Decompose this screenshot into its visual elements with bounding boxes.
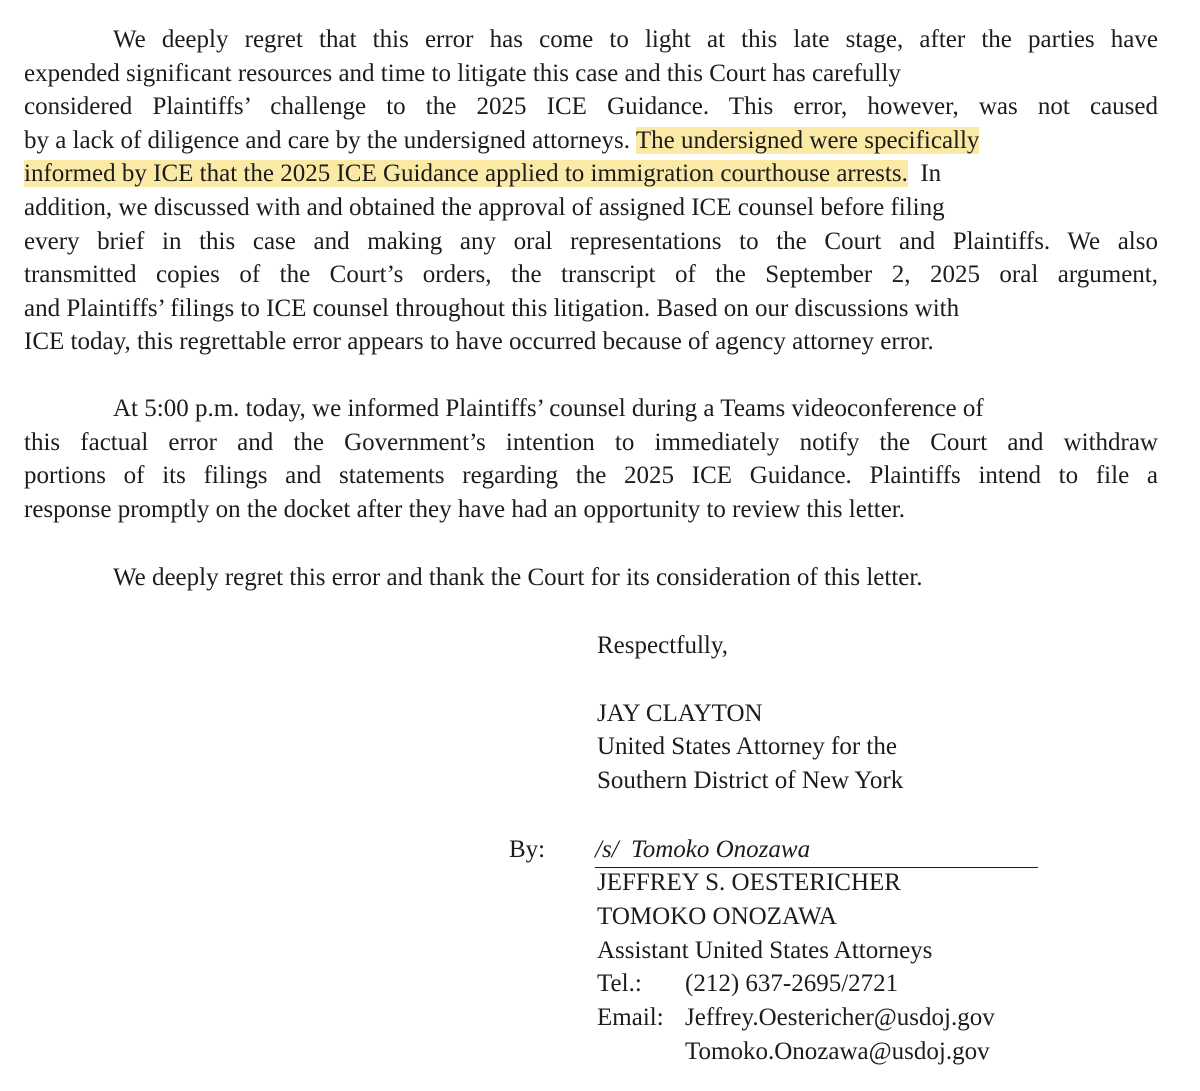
telephone-value: (212) 637-2695/2721	[685, 970, 899, 997]
paragraph-line: expended significant resources and time to litigate this case and this Court has carefully	[24, 59, 901, 87]
paragraph-text: In	[907, 160, 942, 188]
by-label: By:	[509, 836, 546, 863]
highlighted-text: informed by ICE that the 2025 ICE Guidance applied to immigration courthouse arrests.	[24, 160, 908, 188]
paragraph-line: We deeply regret that this error has come to light at this late stage, after the parties have	[113, 26, 1158, 53]
paragraph-text: by a lack of diligence and care by the undersigned attorneys.	[24, 126, 636, 154]
paragraph-closing	[24, 561, 1174, 595]
paragraph-line: considered Plaintiffs’ challenge to the 2025 ICE Guidance. This error, however, was not caused	[24, 93, 1158, 121]
paragraph-line: every brief in this case and making any oral representations to the Court and Plaintiffs. We also	[24, 227, 1158, 255]
attorneys-title: Assistant United States Attorneys	[597, 937, 933, 964]
us-attorney-title: United States Attorney for the	[597, 733, 897, 760]
paragraph-line: portions of its filings and statements regarding the 2025 ICE Guidance. Plaintiffs intend to file a	[24, 462, 1158, 490]
email-line	[597, 1001, 1077, 1035]
email-address-onozawa[interactable]: Tomoko.Onozawa@usdoj.gov	[685, 1038, 990, 1065]
highlighted-text: The undersigned were specifically	[635, 126, 980, 154]
us-attorney-name: JAY CLAYTON	[597, 700, 763, 727]
paragraph-line: transmitted copies of the Court’s orders, the transcript of the September 2, 2025 oral argument,	[24, 261, 1158, 289]
signature-text: /s/ Tomoko Onozawa	[595, 836, 811, 863]
paragraph-error-explanation	[24, 23, 1174, 359]
paragraph-line: this factual error and the Government’s intention to immediately notify the Court and withdraw	[24, 428, 1158, 456]
paragraph-line	[24, 157, 1174, 191]
closing-salutation: Respectfully,	[597, 632, 728, 659]
paragraph-line: At 5:00 p.m. today, we informed Plaintiffs’ counsel during a Teams videoconference of	[113, 395, 984, 422]
paragraph-line: addition, we discussed with and obtained the approval of assigned ICE counsel before filing	[24, 193, 945, 221]
attorney-name-oestericher: JEFFREY S. OESTERICHER	[597, 869, 901, 896]
email-address-oestericher[interactable]: Jeffrey.Oestericher@usdoj.gov	[685, 1004, 995, 1031]
paragraph-notification	[24, 392, 1174, 526]
telephone-label: Tel.:	[597, 970, 642, 997]
paragraph-line: and Plaintiffs’ filings to ICE counsel throughout this litigation. Based on our discussions with	[24, 294, 960, 322]
attorney-name-onozawa: TOMOKO ONOZAWA	[597, 903, 837, 930]
telephone-line	[597, 967, 1047, 1001]
paragraph-line: We deeply regret this error and thank the Court for its consideration of this letter.	[113, 564, 923, 591]
paragraph-line: ICE today, this regrettable error appears to have occurred because of agency attorney error.	[24, 328, 934, 356]
electronic-signature	[595, 833, 1038, 868]
email-label: Email:	[597, 1004, 664, 1031]
paragraph-line: response promptly on the docket after they have had an opportunity to review this letter.	[24, 495, 906, 523]
us-attorney-district: Southern District of New York	[597, 767, 904, 794]
paragraph-line	[24, 124, 1174, 158]
